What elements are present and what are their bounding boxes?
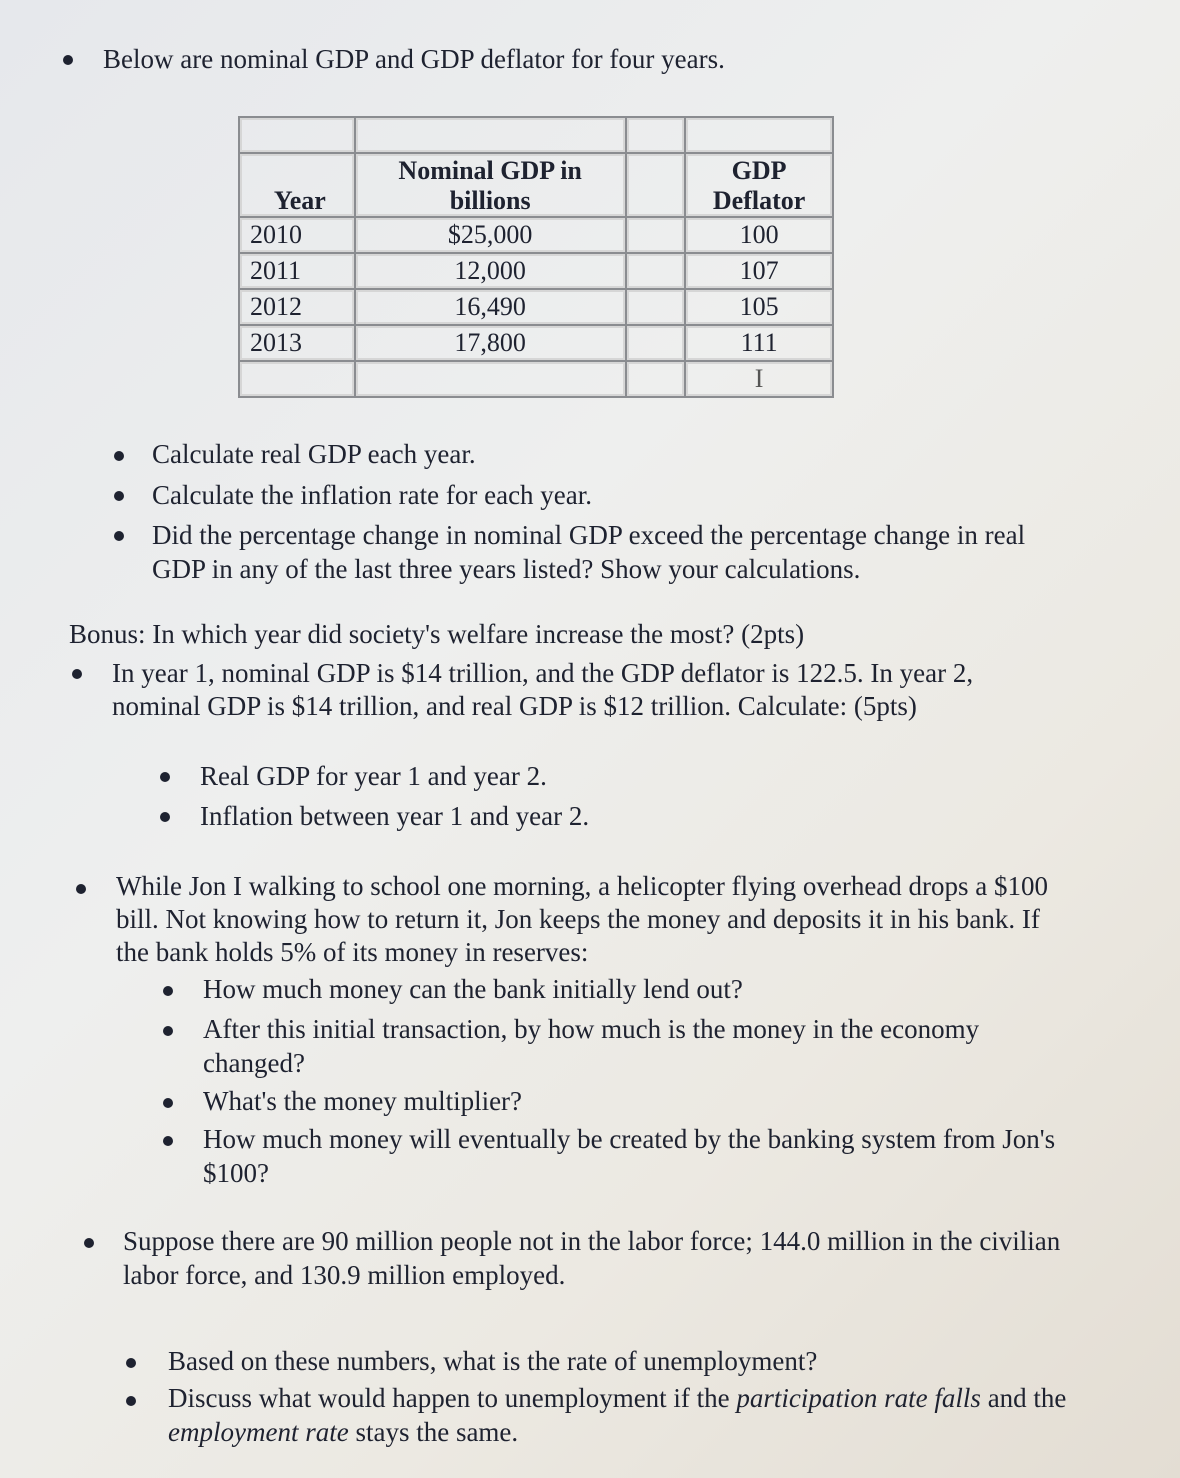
cell-year: 2012 xyxy=(239,289,355,325)
cell-year: 2013 xyxy=(239,325,355,361)
question-real-gdp: Calculate real GDP each year. xyxy=(152,439,476,469)
problem4-line2: labor force, and 130.9 million employed. xyxy=(123,1260,566,1290)
cell-nominal: 17,800 xyxy=(355,325,626,361)
bullet-dot xyxy=(126,1358,136,1368)
intro-text: Below are nominal GDP and GDP deflator for four years. xyxy=(103,44,725,74)
problem2-line2: nominal GDP is $14 trillion, and real GDP is $12 trillion. Calculate: (5pts) xyxy=(112,691,917,721)
table-row-empty-bottom xyxy=(239,361,833,397)
bullet-dot xyxy=(114,531,124,541)
bullet-dot xyxy=(114,491,124,501)
gdp-table xyxy=(238,116,834,398)
item2-participation-rate-falls: participation rate falls xyxy=(736,1383,981,1413)
table-row xyxy=(239,217,833,253)
table-header-row xyxy=(239,153,833,217)
problem2-line1: In year 1, nominal GDP is $14 trillion, and the GDP deflator is 122.5. In year 2, xyxy=(112,658,974,688)
bullet-dot xyxy=(163,1026,173,1036)
question-percent-change-line2: GDP in any of the last three years listed? Show your calculations. xyxy=(152,554,861,584)
cell-deflator: 111 xyxy=(685,325,833,361)
header-year-label: Year xyxy=(273,186,326,215)
problem4-item-participation-line2 xyxy=(168,1415,518,1449)
table-row xyxy=(239,253,833,289)
bullet-dot xyxy=(63,55,73,65)
problem4-item-participation-line1 xyxy=(168,1381,1066,1415)
bonus-question: Bonus: In which year did society's welfare increase the most? (2pts) xyxy=(69,619,805,649)
cell-nominal: $25,000 xyxy=(355,217,626,253)
header-year xyxy=(239,153,355,217)
header-deflator-line1: GDP xyxy=(731,156,787,185)
problem4-item-unemployment-rate: Based on these numbers, what is the rate of unemployment? xyxy=(168,1346,818,1376)
question-percent-change-line1: Did the percentage change in nominal GDP exceed the percentage change in real xyxy=(152,520,1026,550)
cell-nominal: 12,000 xyxy=(355,253,626,289)
bullet-dot xyxy=(160,812,170,822)
problem2-item-real-gdp: Real GDP for year 1 and year 2. xyxy=(200,761,547,791)
bullet-dot xyxy=(84,1238,94,1248)
bullet-dot xyxy=(114,451,124,461)
problem3-item-eventual-line2: $100? xyxy=(203,1158,269,1188)
bullet-dot xyxy=(76,884,86,894)
problem3-item-multiplier: What's the money multiplier? xyxy=(203,1086,523,1116)
header-deflator-line2: Deflator xyxy=(712,186,806,215)
header-nominal xyxy=(355,153,626,217)
problem3-line3: the bank holds 5% of its money in reserves: xyxy=(116,937,589,967)
problem3-line2: bill. Not knowing how to return it, Jon keeps the money and deposits it in his bank. If xyxy=(116,904,1040,934)
problem2-item-inflation: Inflation between year 1 and year 2. xyxy=(200,801,590,831)
table-row xyxy=(239,325,833,361)
cell-deflator: 107 xyxy=(685,253,833,289)
header-nominal-line1: Nominal GDP in xyxy=(398,156,582,185)
cell-year: 2011 xyxy=(239,253,355,289)
bullet-dot xyxy=(72,669,82,679)
item2-employment-rate: employment rate xyxy=(168,1417,349,1447)
header-nominal-line2: billions xyxy=(449,186,531,215)
table-row-empty-top xyxy=(239,117,833,153)
item2-text-a: Discuss what would happen to unemployment if the xyxy=(168,1383,737,1413)
problem3-item-eventual-line1: How much money will eventually be created by the banking system from Jon's xyxy=(203,1124,1056,1154)
cell-nominal: 16,490 xyxy=(355,289,626,325)
cell-deflator: 100 xyxy=(685,217,833,253)
bullet-dot xyxy=(163,1098,173,1108)
bullet-dot xyxy=(163,986,173,996)
problem3-item-money-changed-line2: changed? xyxy=(203,1048,305,1078)
problem3-line1: While Jon I walking to school one morning, a helicopter flying overhead drops a $100 xyxy=(116,871,1049,901)
header-deflator xyxy=(685,153,833,217)
cell-deflator: 105 xyxy=(685,289,833,325)
cell-year: 2010 xyxy=(239,217,355,253)
table-row xyxy=(239,289,833,325)
text-cursor-icon: I xyxy=(754,364,764,393)
bullet-dot xyxy=(163,1136,173,1146)
item2-text-e: stays the same. xyxy=(348,1417,519,1447)
bullet-dot xyxy=(160,772,170,782)
bullet-dot xyxy=(126,1396,136,1406)
item2-text-c: and the xyxy=(980,1383,1067,1413)
question-inflation: Calculate the inflation rate for each year. xyxy=(152,480,593,510)
problem3-item-lend: How much money can the bank initially lend out? xyxy=(203,974,743,1004)
problem4-line1: Suppose there are 90 million people not in the labor force; 144.0 million in the civilian xyxy=(123,1226,1061,1256)
problem3-item-money-changed-line1: After this initial transaction, by how much is the money in the economy xyxy=(203,1014,980,1044)
